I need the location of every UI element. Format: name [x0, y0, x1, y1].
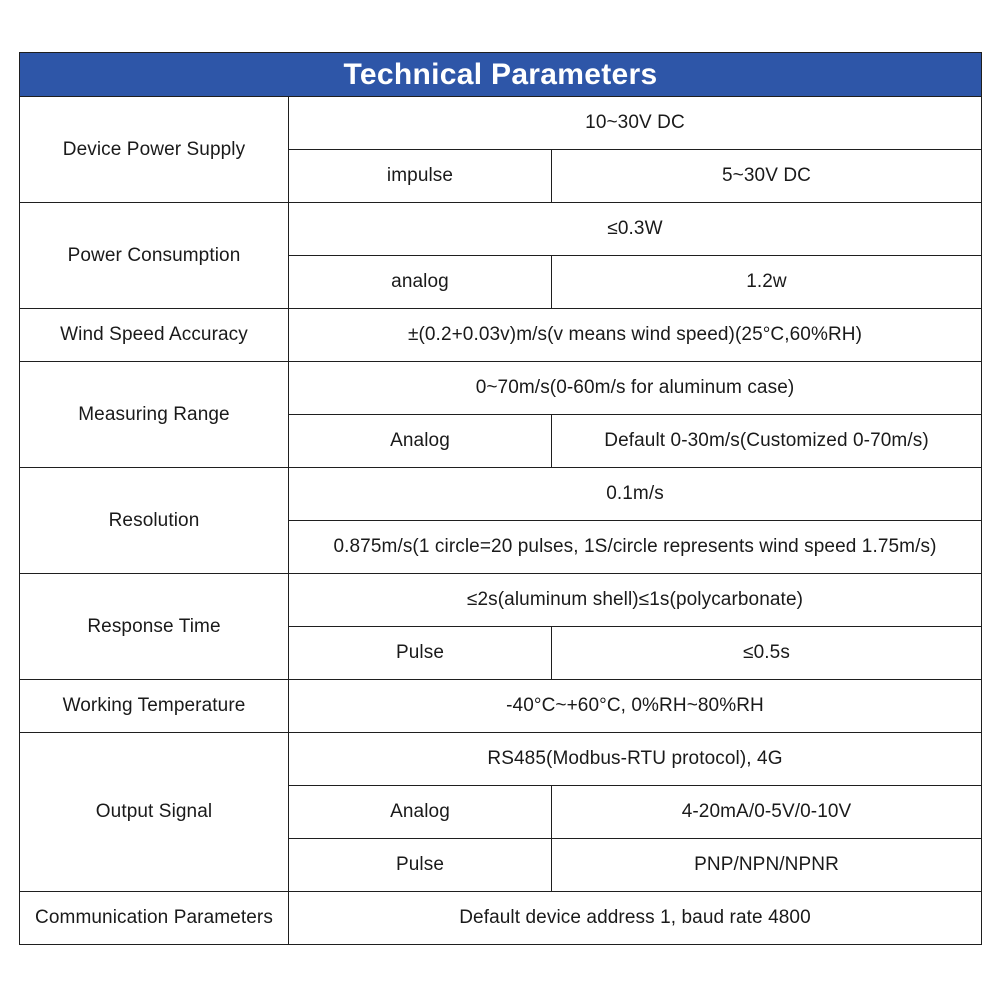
- power-supply-label: Device Power Supply: [20, 97, 289, 203]
- output-signal-analog-value: 4-20mA/0-5V/0-10V: [552, 786, 982, 839]
- measuring-range-label: Measuring Range: [20, 362, 289, 468]
- resolution-pulse-value: 0.875m/s(1 circle=20 pulses, 1S/circle represents wind speed 1.75m/s): [289, 521, 982, 574]
- measuring-range-sub-value: Default 0-30m/s(Customized 0-70m/s): [552, 415, 982, 468]
- wind-speed-accuracy-value: ±(0.2+0.03v)m/s(v means wind speed)(25°C,60%RH): [289, 309, 982, 362]
- power-consumption-sub-value: 1.2w: [552, 256, 982, 309]
- resolution-value: 0.1m/s: [289, 468, 982, 521]
- working-temperature-value: -40°C~+60°C, 0%RH~80%RH: [289, 680, 982, 733]
- response-time-label: Response Time: [20, 574, 289, 680]
- table-title: Technical Parameters: [20, 53, 982, 97]
- response-time-sub-label: Pulse: [289, 627, 552, 680]
- communication-parameters-value: Default device address 1, baud rate 4800: [289, 892, 982, 945]
- power-consumption-value: ≤0.3W: [289, 203, 982, 256]
- output-signal-pulse-value: PNP/NPN/NPNR: [552, 839, 982, 892]
- output-signal-pulse-label: Pulse: [289, 839, 552, 892]
- communication-parameters-label: Communication Parameters: [20, 892, 289, 945]
- technical-parameters-table: [19, 52, 982, 945]
- resolution-label: Resolution: [20, 468, 289, 574]
- output-signal-value: RS485(Modbus-RTU protocol), 4G: [289, 733, 982, 786]
- measuring-range-sub-label: Analog: [289, 415, 552, 468]
- response-time-value: ≤2s(aluminum shell)≤1s(polycarbonate): [289, 574, 982, 627]
- power-supply-value: 10~30V DC: [289, 97, 982, 150]
- working-temperature-label: Working Temperature: [20, 680, 289, 733]
- response-time-sub-value: ≤0.5s: [552, 627, 982, 680]
- power-supply-sub-label: impulse: [289, 150, 552, 203]
- wind-speed-accuracy-label: Wind Speed Accuracy: [20, 309, 289, 362]
- output-signal-analog-label: Analog: [289, 786, 552, 839]
- power-consumption-sub-label: analog: [289, 256, 552, 309]
- output-signal-label: Output Signal: [20, 733, 289, 892]
- power-consumption-label: Power Consumption: [20, 203, 289, 309]
- power-supply-sub-value: 5~30V DC: [552, 150, 982, 203]
- measuring-range-value: 0~70m/s(0-60m/s for aluminum case): [289, 362, 982, 415]
